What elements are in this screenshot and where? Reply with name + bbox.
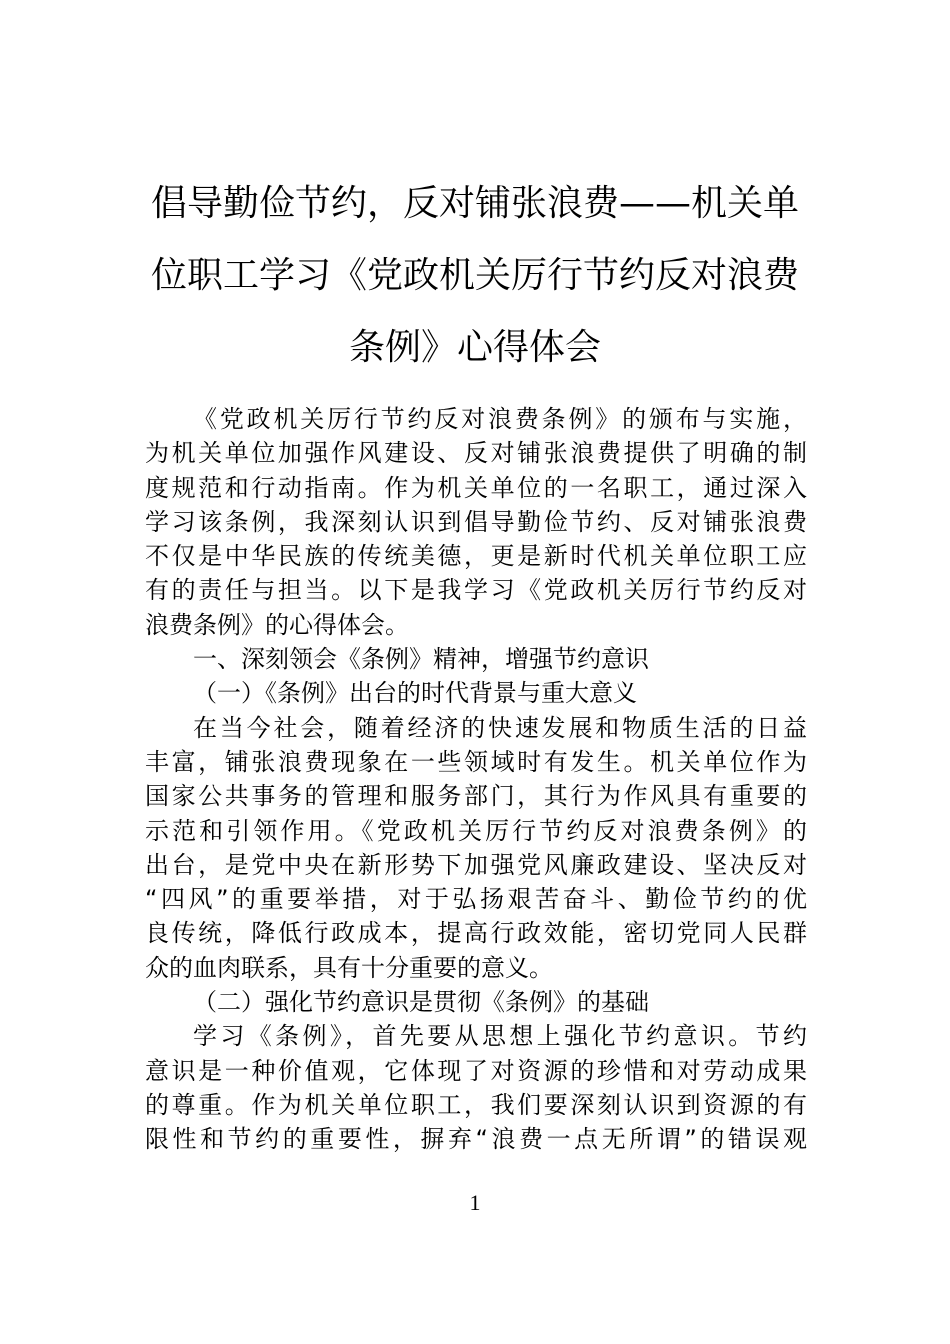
title-line-3: 条例》心得体会 bbox=[348, 327, 601, 368]
text-line: 有的责任与担当。以下是我学习《党政机关厉行节约反对 bbox=[145, 576, 807, 605]
subsection-heading-2 bbox=[145, 985, 807, 1019]
paragraph-background bbox=[145, 711, 807, 985]
text-line: 为机关单位加强作风建设、反对铺张浪费提供了明确的制 bbox=[145, 439, 807, 468]
text-line: 众的血肉联系，具有十分重要的意义。 bbox=[145, 953, 553, 982]
text-line: 意识是一种价值观，它体现了对资源的珍惜和对劳动成果 bbox=[145, 1056, 807, 1085]
text-line: 度规范和行动指南。作为机关单位的一名职工，通过深入 bbox=[145, 473, 807, 502]
text-line: 浪费条例》的心得体会。 bbox=[145, 610, 409, 639]
text-line: 学习该条例，我深刻认识到倡导勤俭节约、反对铺张浪费 bbox=[145, 507, 807, 536]
text-line: 不仅是中华民族的传统美德，更是新时代机关单位职工应 bbox=[145, 542, 807, 571]
text-line: （一）《条例》出台的时代背景与重大意义 bbox=[193, 679, 637, 708]
document-body bbox=[145, 402, 807, 1157]
paragraph-awareness bbox=[145, 1019, 807, 1156]
text-line: （二）强化节约意识是贯彻《条例》的基础 bbox=[193, 988, 649, 1017]
section-heading-1 bbox=[145, 642, 807, 676]
document-title bbox=[140, 168, 810, 384]
text-line: 出台，是党中央在新形势下加强党风廉政建设、坚决反对 bbox=[145, 850, 807, 879]
title-line-1: 倡导勤俭节约，反对铺张浪费——机关单 bbox=[150, 183, 799, 224]
text-line: 良传统，降低行政成本，提高行政效能，密切党同人民群 bbox=[145, 919, 807, 948]
text-line: 在当今社会，随着经济的快速发展和物质生活的日益 bbox=[193, 713, 807, 742]
subsection-heading-1 bbox=[145, 676, 807, 710]
text-line: 一、深刻领会《条例》精神，增强节约意识 bbox=[193, 645, 649, 674]
text-line: 丰富，铺张浪费现象在一些领域时有发生。机关单位作为 bbox=[145, 747, 807, 776]
text-line: 学习《条例》，首先要从思想上强化节约意识。节约 bbox=[193, 1022, 807, 1051]
page-number: 1 bbox=[469, 1190, 481, 1215]
text-line: 国家公共事务的管理和服务部门，其行为作风具有重要的 bbox=[145, 782, 807, 811]
paragraph-intro bbox=[145, 402, 807, 642]
text-line: 的尊重。作为机关单位职工，我们要深刻认识到资源的有 bbox=[145, 1090, 807, 1119]
text-line: 限性和节约的重要性，摒弃“浪费一点无所谓”的错误观 bbox=[145, 1125, 807, 1154]
text-line: 示范和引领作用。《党政机关厉行节约反对浪费条例》的 bbox=[145, 816, 807, 845]
text-line: “四风”的重要举措，对于弘扬艰苦奋斗、勤俭节约的优 bbox=[145, 885, 807, 914]
title-line-2: 位职工学习《党政机关厉行节约反对浪费 bbox=[150, 255, 799, 296]
text-line: 《党政机关厉行节约反对浪费条例》的颁布与实施， bbox=[193, 405, 807, 433]
